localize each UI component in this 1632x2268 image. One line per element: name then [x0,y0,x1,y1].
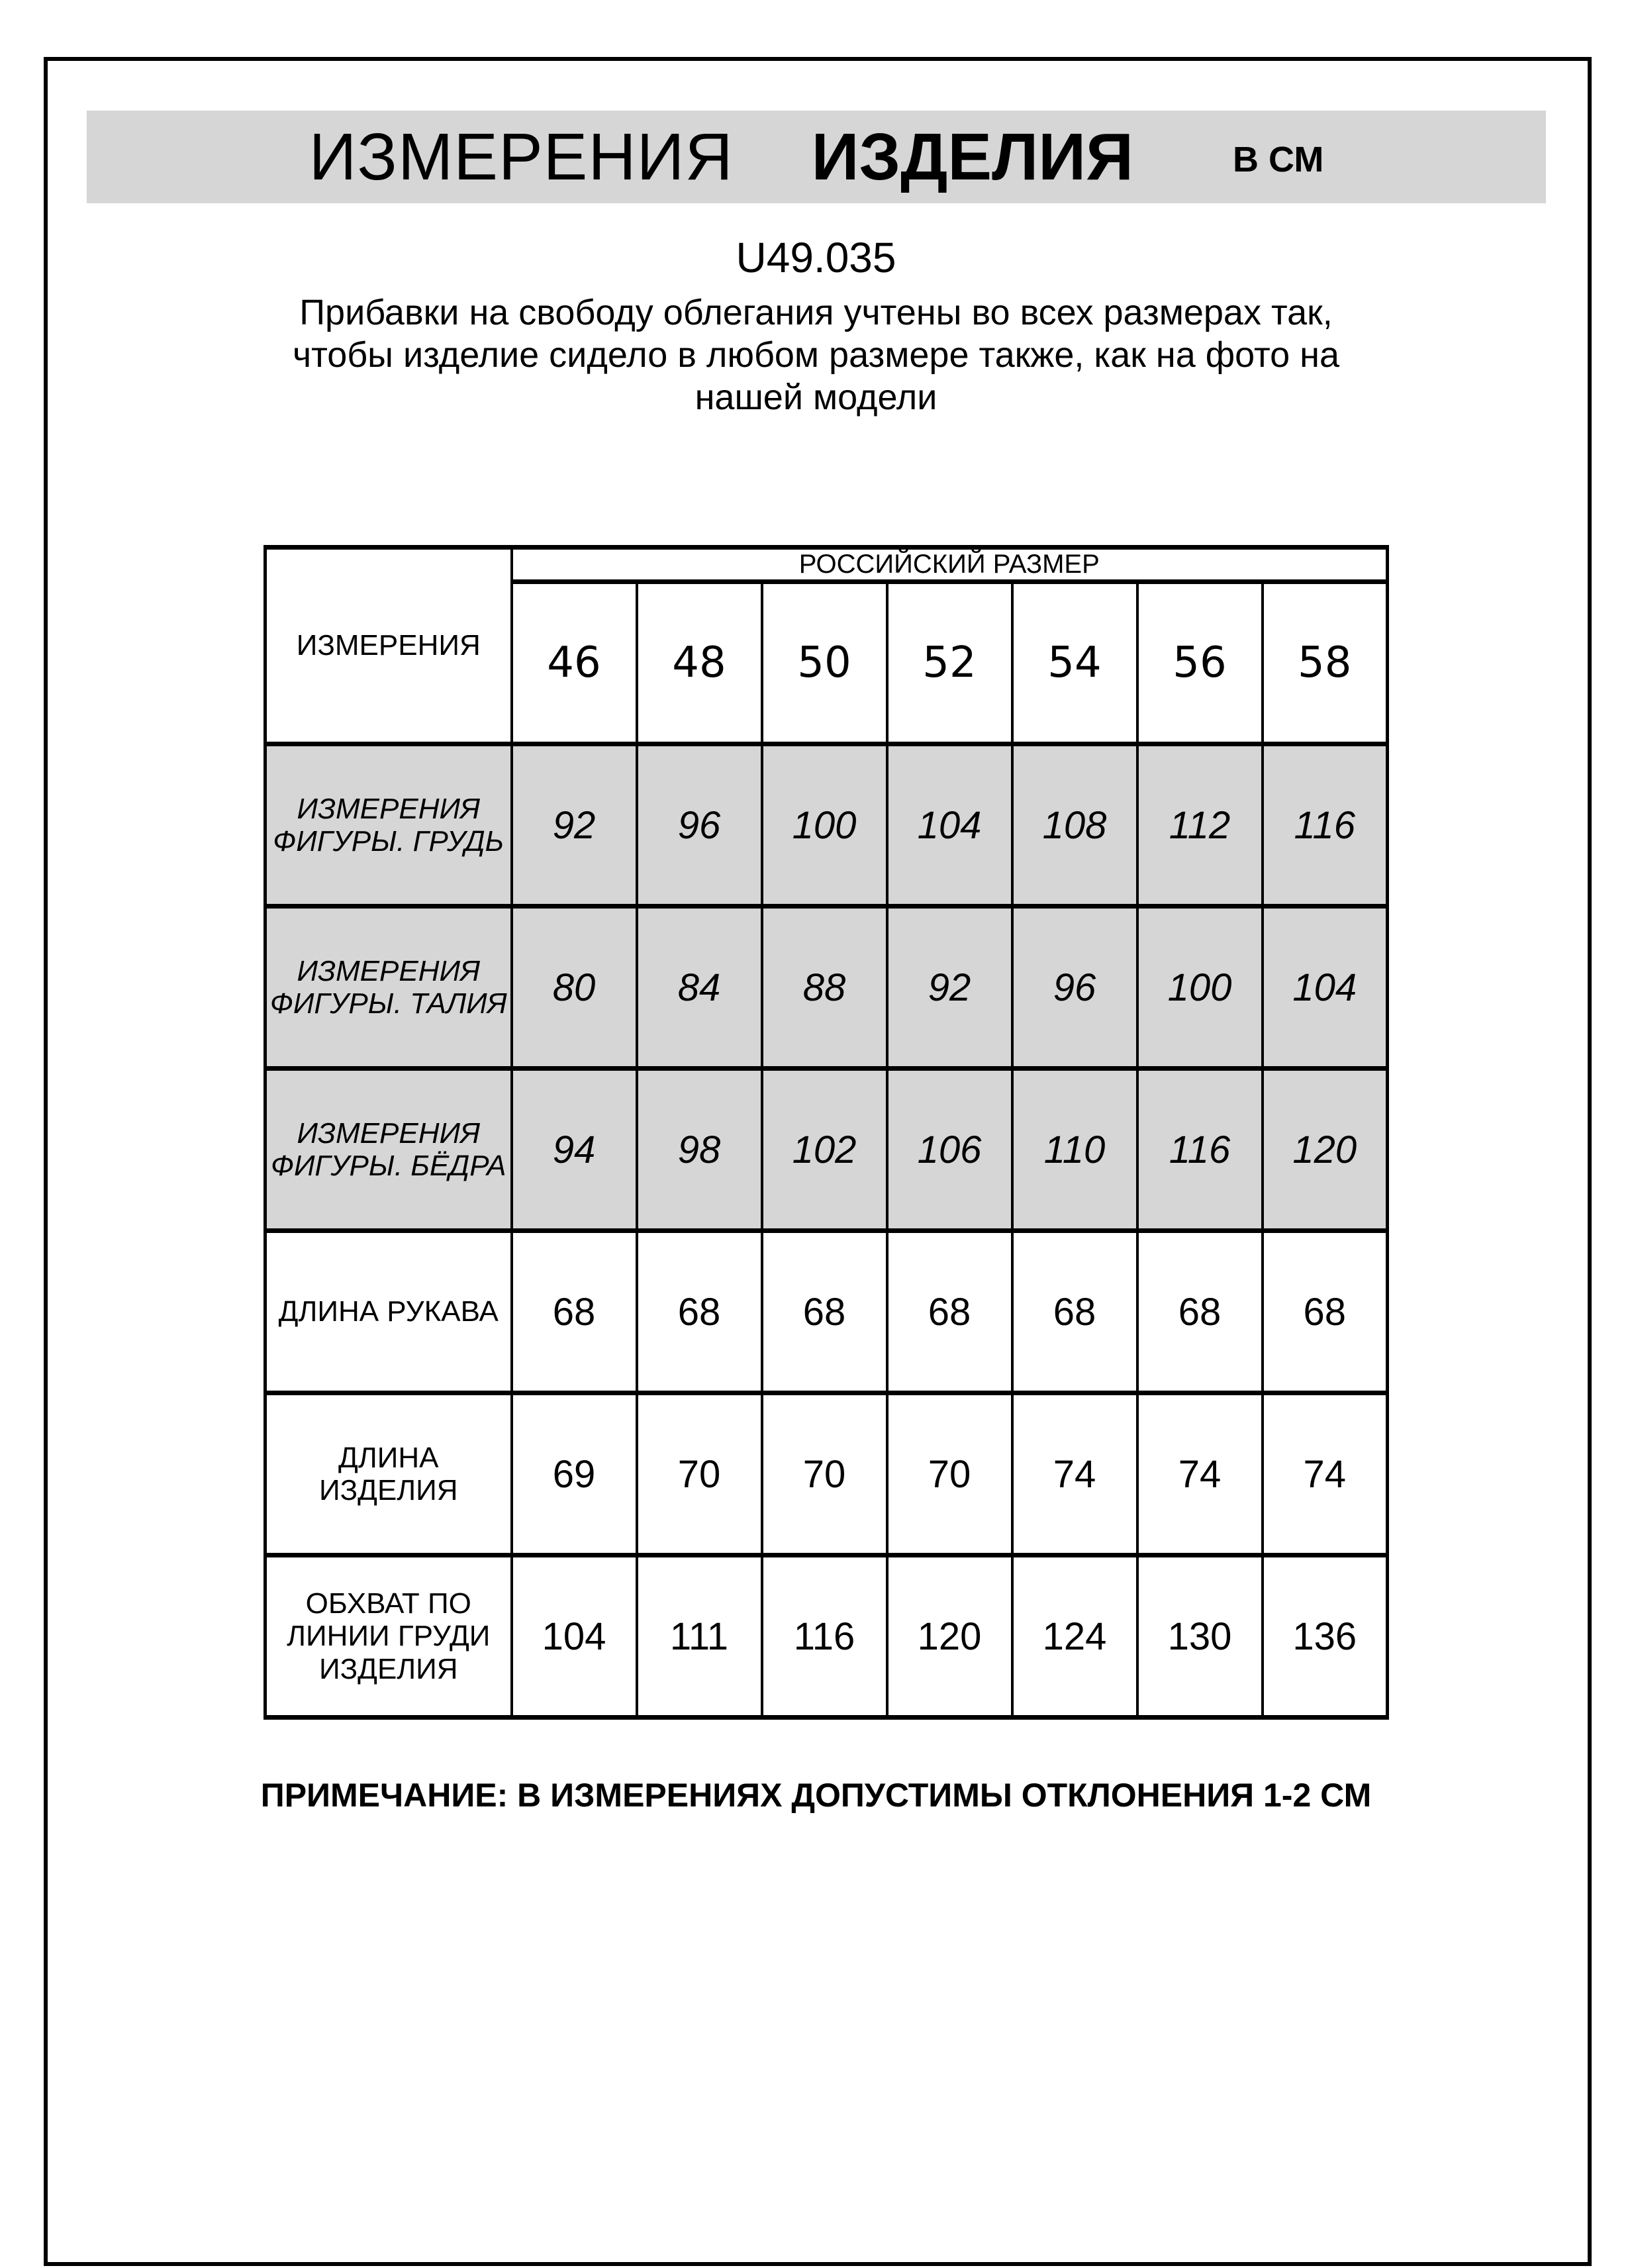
value-cell: 130 [1137,1555,1263,1718]
value-cell: 84 [637,907,762,1069]
table-row-sleeve-length [265,1231,1388,1393]
value-cell: 74 [1137,1393,1263,1555]
value-cell: 136 [1263,1555,1388,1718]
value-cell: 106 [887,1069,1012,1231]
value-cell: 70 [887,1393,1012,1555]
page-title-secondary: ИЗДЕЛИЯ [811,119,1134,194]
value-cell: 70 [637,1393,762,1555]
row-label-cell: ИЗМЕРЕНИЯ ФИГУРЫ. ТАЛИЯ [265,907,512,1069]
table-row-waist [265,907,1388,1069]
value-cell: 68 [512,1231,637,1393]
value-cell: 69 [512,1393,637,1555]
size-col-header: 54 [1012,582,1137,744]
value-cell: 92 [512,744,637,907]
value-cell: 94 [512,1069,637,1231]
value-cell: 68 [1263,1231,1388,1393]
value-cell: 74 [1263,1393,1388,1555]
size-col-header: 58 [1263,582,1388,744]
tolerance-note: ПРИМЕЧАНИЕ: В ИЗМЕРЕНИЯХ ДОПУСТИМЫ ОТКЛОНЕНИЯ 1-2 СМ [260,1777,1372,1814]
value-cell: 92 [887,907,1012,1069]
value-cell: 68 [1137,1231,1263,1393]
title-banner [87,111,1546,203]
size-table [264,545,1389,1720]
value-cell: 100 [1137,907,1263,1069]
value-cell: 80 [512,907,637,1069]
row-label-cell: ИЗМЕРЕНИЯ ФИГУРЫ. ГРУДЬ [265,744,512,907]
value-cell: 111 [637,1555,762,1718]
table-row-garment-length [265,1393,1388,1555]
value-cell: 116 [1263,744,1388,907]
fit-description: Прибавки на свободу облегания учтены во всех размерах так, чтобы изделие сидело в любом размере также, как на фото на нашей модели [292,293,1340,417]
value-cell: 88 [762,907,887,1069]
value-cell: 96 [637,744,762,907]
value-cell: 68 [762,1231,887,1393]
size-col-header: 48 [637,582,762,744]
product-code: U49.035 [736,234,896,281]
value-cell: 108 [1012,744,1137,907]
page-title-unit: В СМ [1233,140,1324,179]
russian-size-header-cell: РОССИЙСКИЙ РАЗМЕР [512,548,1388,582]
value-cell: 116 [762,1555,887,1718]
value-cell: 120 [887,1555,1012,1718]
value-cell: 102 [762,1069,887,1231]
value-cell: 74 [1012,1393,1137,1555]
measurements-corner-cell: ИЗМЕРЕНИЯ [265,548,512,744]
size-col-header: 50 [762,582,887,744]
value-cell: 104 [887,744,1012,907]
value-cell: 96 [1012,907,1137,1069]
row-label-cell: ДЛИНА РУКАВА [265,1231,512,1393]
value-cell: 112 [1137,744,1263,907]
row-label-cell: ОБХВАТ ПО ЛИНИИ ГРУДИ ИЗДЕЛИЯ [265,1555,512,1718]
size-col-header: 56 [1137,582,1263,744]
table-row-chest-girth-garment [265,1555,1388,1718]
size-col-header: 46 [512,582,637,744]
value-cell: 104 [1263,907,1388,1069]
table-row-hips [265,1069,1388,1231]
value-cell: 116 [1137,1069,1263,1231]
value-cell: 68 [1012,1231,1137,1393]
value-cell: 110 [1012,1069,1137,1231]
value-cell: 120 [1263,1069,1388,1231]
table-row-chest [265,744,1388,907]
row-label-cell: ДЛИНА ИЗДЕЛИЯ [265,1393,512,1555]
value-cell: 68 [887,1231,1012,1393]
page-title-main: ИЗМЕРЕНИЯ [309,119,734,194]
table-group-header-row [265,548,1388,582]
value-cell: 124 [1012,1555,1137,1718]
value-cell: 104 [512,1555,637,1718]
value-cell: 100 [762,744,887,907]
size-col-header: 52 [887,582,1012,744]
row-label-cell: ИЗМЕРЕНИЯ ФИГУРЫ. БЁДРА [265,1069,512,1231]
value-cell: 68 [637,1231,762,1393]
value-cell: 98 [637,1069,762,1231]
value-cell: 70 [762,1393,887,1555]
